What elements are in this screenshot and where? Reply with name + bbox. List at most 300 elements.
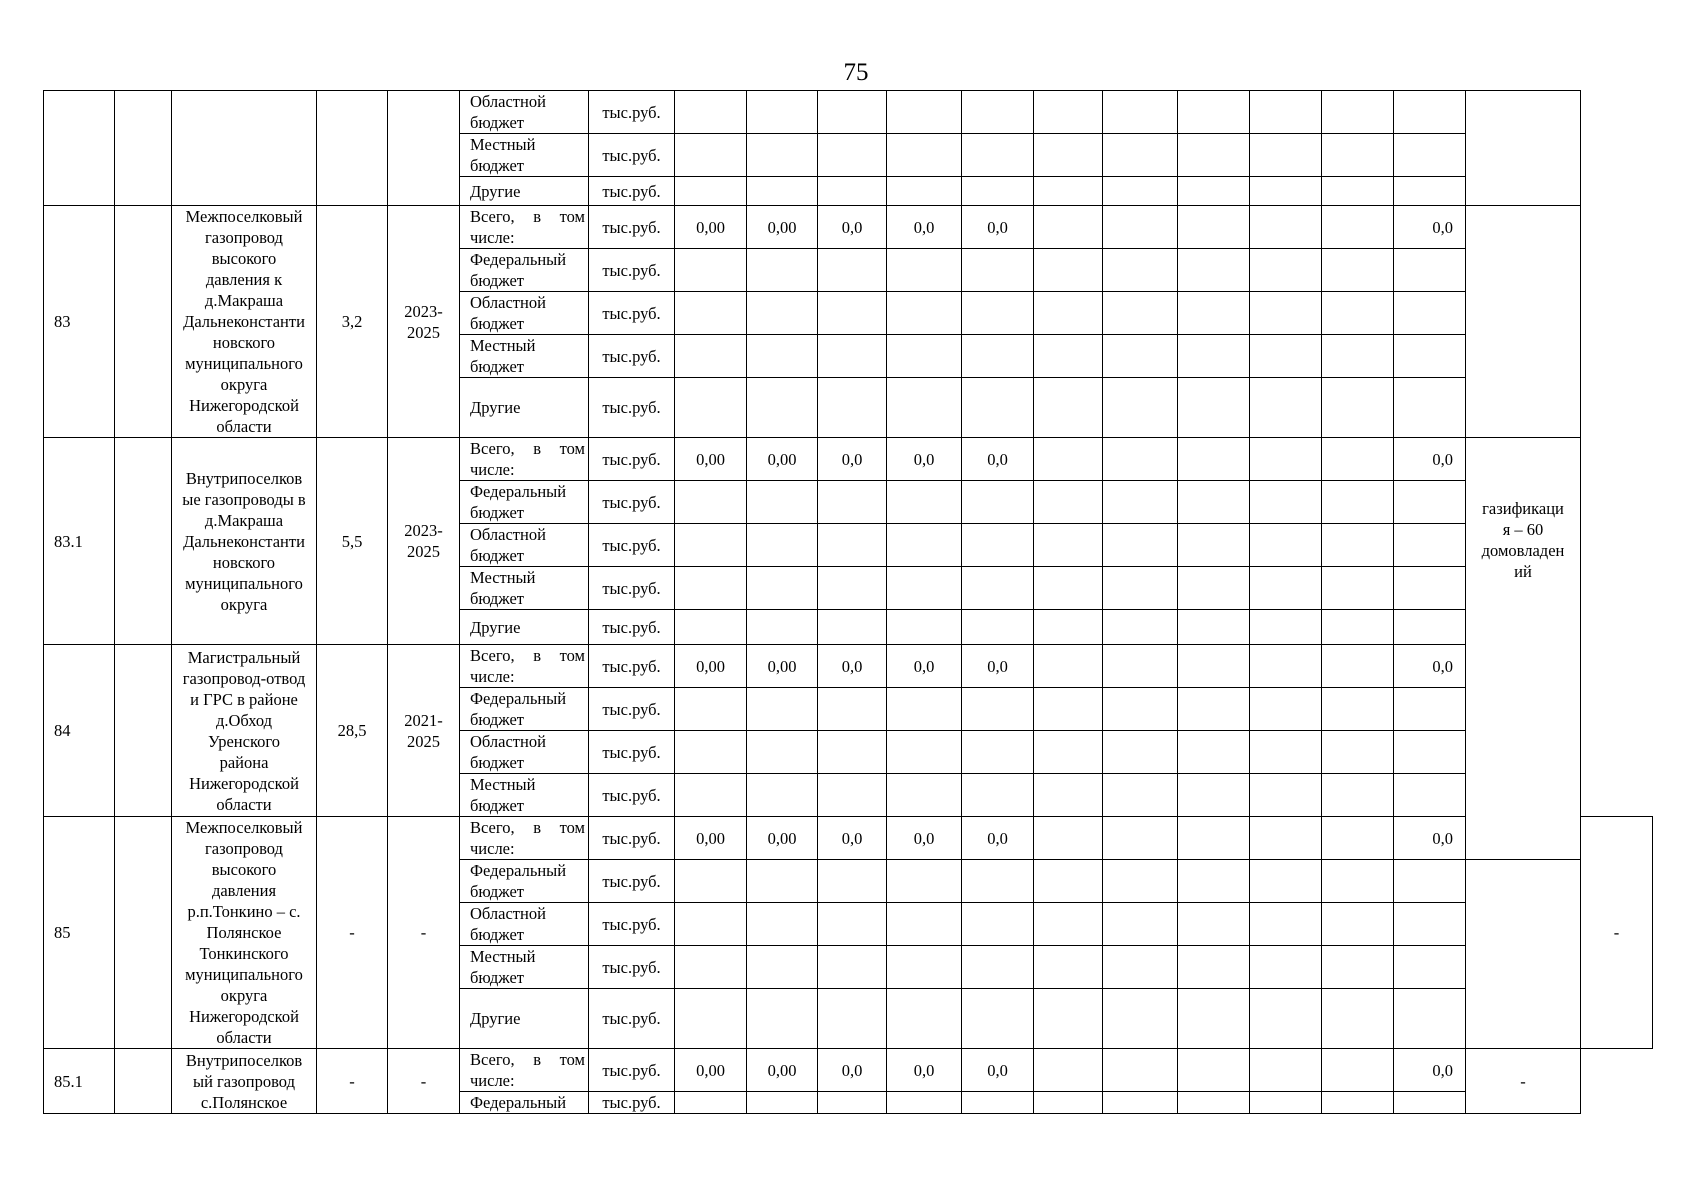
cell-empty	[818, 335, 887, 378]
cell-unit: тыс.руб.	[589, 989, 675, 1049]
table-row	[44, 206, 1653, 249]
cell-empty	[1178, 378, 1250, 438]
cell-empty	[1394, 946, 1466, 989]
cell-blank	[115, 645, 172, 817]
cell-empty	[675, 610, 747, 645]
cell-empty	[887, 91, 962, 134]
cell-empty	[675, 177, 747, 206]
cell-name: Магистральный газопровод-отвод и ГРС в районе д.Обход Уренского района Нижегородской области	[172, 645, 317, 817]
cell-empty	[887, 903, 962, 946]
cell-empty	[1250, 774, 1322, 817]
cell-empty	[1394, 903, 1466, 946]
cell-unit: тыс.руб.	[589, 1049, 675, 1092]
cell-empty	[887, 567, 962, 610]
cell-value: 0,0	[818, 438, 887, 481]
cell-value: 0,0	[962, 206, 1034, 249]
cell-empty	[1394, 989, 1466, 1049]
cell-value: 0,0	[887, 206, 962, 249]
cell-empty	[1103, 817, 1178, 860]
cell-length: 3,2	[317, 206, 388, 438]
cell-value: 0,00	[747, 645, 818, 688]
cell-empty	[1322, 91, 1394, 134]
cell-empty	[887, 731, 962, 774]
cell-empty	[747, 1092, 818, 1114]
cell-empty	[1103, 378, 1178, 438]
cell-empty	[1034, 610, 1103, 645]
cell-empty	[818, 292, 887, 335]
cell-empty	[1034, 645, 1103, 688]
cell-empty	[818, 134, 887, 177]
cell-unit: тыс.руб.	[589, 524, 675, 567]
cell-num: 83.1	[44, 438, 115, 645]
cell-empty	[675, 946, 747, 989]
cell-value: 0,0	[818, 1049, 887, 1092]
cell-empty	[1394, 860, 1466, 903]
cell-value: 0,00	[675, 206, 747, 249]
cell-empty	[675, 292, 747, 335]
cell-empty	[1178, 567, 1250, 610]
cell-empty	[1250, 567, 1322, 610]
cell-empty	[887, 481, 962, 524]
cell-name: Внутрипоселков ый газопровод с.Полянское	[172, 1049, 317, 1114]
cell-empty	[887, 1092, 962, 1114]
cell-empty	[747, 567, 818, 610]
cell-empty	[818, 1092, 887, 1114]
cell-period: 2023- 2025	[388, 206, 460, 438]
cell-value: 0,00	[747, 206, 818, 249]
cell-empty	[1178, 206, 1250, 249]
cell-empty	[1250, 1092, 1322, 1114]
cell-empty	[747, 989, 818, 1049]
cell-empty	[818, 860, 887, 903]
cell-empty	[818, 249, 887, 292]
cell-empty	[1250, 610, 1322, 645]
cell-empty	[1034, 1049, 1103, 1092]
cell-value: 0,00	[675, 1049, 747, 1092]
cell-empty	[1103, 610, 1178, 645]
cell-empty	[1178, 481, 1250, 524]
cell-unit: тыс.руб.	[589, 438, 675, 481]
cell-empty	[1322, 903, 1394, 946]
table-row	[44, 817, 1653, 860]
cell-empty	[675, 481, 747, 524]
cell-empty	[1250, 524, 1322, 567]
cell-empty	[747, 91, 818, 134]
cell-empty	[1103, 91, 1178, 134]
cell-empty	[1034, 567, 1103, 610]
cell-empty	[1103, 438, 1178, 481]
cell-empty	[887, 249, 962, 292]
cell-empty	[1322, 177, 1394, 206]
cell-empty	[887, 335, 962, 378]
cell-empty	[1034, 438, 1103, 481]
cell-empty	[1322, 1092, 1394, 1114]
cell-empty	[747, 335, 818, 378]
cell-source: Федеральный бюджет	[460, 860, 589, 903]
cell-empty	[1250, 206, 1322, 249]
cell-empty	[1322, 335, 1394, 378]
cell-empty	[962, 903, 1034, 946]
budget-table	[43, 90, 1653, 1114]
cell-empty	[1178, 1049, 1250, 1092]
cell-unit: тыс.руб.	[589, 335, 675, 378]
cell-empty	[1034, 91, 1103, 134]
cell-empty	[887, 610, 962, 645]
cell-blank	[115, 438, 172, 645]
cell-empty	[1394, 731, 1466, 774]
cell-total: 0,0	[1394, 645, 1466, 688]
cell-empty	[887, 774, 962, 817]
cell-empty	[1034, 292, 1103, 335]
cell-total: 0,0	[1394, 1049, 1466, 1092]
cell-empty	[818, 946, 887, 989]
cell-value: 0,00	[675, 817, 747, 860]
cell-empty	[1322, 481, 1394, 524]
cell-empty	[962, 524, 1034, 567]
cell-empty	[1103, 1092, 1178, 1114]
cell-empty	[1394, 91, 1466, 134]
cell-empty	[1103, 860, 1178, 903]
cell-empty	[818, 177, 887, 206]
cell-source-total: Всего, в том числе:	[460, 206, 589, 249]
cell-empty	[962, 860, 1034, 903]
cell-name: Внутрипоселков ые газопроводы в д.Макраша Дальнеконстанти новского муниципального округа	[172, 438, 317, 645]
cell-name: Межпоселковый газопровод высокого давления к д.Макраша Дальнеконстанти новского муниципального округа Нижегородской области	[172, 206, 317, 438]
cell-value: 0,0	[818, 645, 887, 688]
cell-empty	[962, 91, 1034, 134]
table-row	[44, 91, 1653, 134]
cell-unit: тыс.руб.	[589, 774, 675, 817]
cell-empty	[887, 378, 962, 438]
cell-num	[44, 91, 115, 206]
cell-empty	[1250, 817, 1322, 860]
cell-empty	[1322, 860, 1394, 903]
cell-empty	[962, 946, 1034, 989]
cell-empty	[1178, 774, 1250, 817]
cell-value: 0,0	[962, 817, 1034, 860]
cell-empty	[747, 774, 818, 817]
cell-value: 0,0	[887, 1049, 962, 1092]
cell-source-total: Всего, в том числе:	[460, 438, 589, 481]
cell-empty	[1103, 645, 1178, 688]
cell-value: 0,0	[962, 645, 1034, 688]
cell-unit: тыс.руб.	[589, 860, 675, 903]
cell-empty	[1034, 989, 1103, 1049]
cell-empty	[1322, 206, 1394, 249]
cell-unit: тыс.руб.	[589, 134, 675, 177]
cell-source: Федеральный бюджет	[460, 688, 589, 731]
cell-empty	[1034, 946, 1103, 989]
cell-empty	[887, 688, 962, 731]
cell-empty	[675, 774, 747, 817]
cell-empty	[1322, 946, 1394, 989]
cell-empty	[1034, 378, 1103, 438]
cell-empty	[1322, 378, 1394, 438]
cell-source: Федеральный	[460, 1092, 589, 1114]
cell-empty	[1034, 134, 1103, 177]
cell-empty	[887, 860, 962, 903]
cell-empty	[1178, 903, 1250, 946]
cell-total: 0,0	[1394, 206, 1466, 249]
cell-empty	[1178, 1092, 1250, 1114]
cell-empty	[1103, 1049, 1178, 1092]
cell-empty	[962, 249, 1034, 292]
cell-empty	[1322, 989, 1394, 1049]
cell-empty	[1178, 817, 1250, 860]
cell-empty	[1250, 134, 1322, 177]
cell-empty	[1322, 567, 1394, 610]
cell-num: 85.1	[44, 1049, 115, 1114]
cell-source: Областной бюджет	[460, 524, 589, 567]
cell-empty	[962, 1092, 1034, 1114]
cell-result	[1466, 91, 1581, 206]
cell-empty	[962, 610, 1034, 645]
cell-empty	[818, 91, 887, 134]
cell-unit: тыс.руб.	[589, 731, 675, 774]
cell-empty	[818, 524, 887, 567]
cell-empty	[747, 378, 818, 438]
cell-empty	[1034, 817, 1103, 860]
cell-unit: тыс.руб.	[589, 903, 675, 946]
cell-num: 84	[44, 645, 115, 817]
cell-empty	[1322, 817, 1394, 860]
cell-value: 0,0	[962, 438, 1034, 481]
cell-empty	[1394, 688, 1466, 731]
cell-result: -	[1581, 817, 1653, 1049]
cell-empty	[962, 134, 1034, 177]
cell-empty	[1394, 177, 1466, 206]
cell-unit: тыс.руб.	[589, 645, 675, 688]
cell-empty	[962, 989, 1034, 1049]
cell-empty	[1103, 688, 1178, 731]
cell-empty	[818, 688, 887, 731]
cell-empty	[1250, 989, 1322, 1049]
cell-empty	[962, 335, 1034, 378]
cell-empty	[1103, 567, 1178, 610]
cell-source: Местный бюджет	[460, 335, 589, 378]
cell-empty	[675, 989, 747, 1049]
cell-empty	[887, 177, 962, 206]
cell-empty	[747, 481, 818, 524]
cell-source: Местный бюджет	[460, 134, 589, 177]
cell-empty	[962, 378, 1034, 438]
cell-empty	[1034, 860, 1103, 903]
cell-value: 0,00	[747, 1049, 818, 1092]
cell-empty	[1250, 292, 1322, 335]
cell-empty	[675, 567, 747, 610]
cell-length: 5,5	[317, 438, 388, 645]
cell-empty	[1178, 292, 1250, 335]
cell-period: -	[388, 817, 460, 1049]
cell-empty	[1394, 335, 1466, 378]
cell-empty	[818, 378, 887, 438]
cell-empty	[887, 524, 962, 567]
cell-result	[1466, 206, 1581, 438]
cell-source-total: Всего, в том числе:	[460, 1049, 589, 1092]
cell-empty	[1322, 524, 1394, 567]
cell-empty	[1103, 946, 1178, 989]
table-row	[44, 1049, 1653, 1092]
cell-result: газификаци я – 60 домовладен ий	[1466, 438, 1581, 860]
cell-empty	[1034, 335, 1103, 378]
cell-empty	[1103, 292, 1178, 335]
cell-empty	[1322, 438, 1394, 481]
cell-blank	[115, 817, 172, 1049]
cell-unit: тыс.руб.	[589, 817, 675, 860]
cell-source-total: Всего, в том числе:	[460, 817, 589, 860]
cell-blank	[115, 206, 172, 438]
cell-empty	[818, 989, 887, 1049]
cell-empty	[887, 292, 962, 335]
cell-empty	[1322, 134, 1394, 177]
cell-empty	[1178, 524, 1250, 567]
page-number: 75	[843, 59, 869, 86]
cell-empty	[1250, 249, 1322, 292]
cell-empty	[1103, 177, 1178, 206]
cell-empty	[1322, 731, 1394, 774]
cell-empty	[1250, 1049, 1322, 1092]
cell-value: 0,00	[675, 645, 747, 688]
cell-empty	[1178, 335, 1250, 378]
cell-empty	[1103, 774, 1178, 817]
cell-length: -	[317, 817, 388, 1049]
cell-empty	[1394, 774, 1466, 817]
cell-result: -	[1466, 1049, 1581, 1114]
cell-source: Областной бюджет	[460, 91, 589, 134]
budget-table-wrapper	[43, 90, 1653, 1114]
cell-unit: тыс.руб.	[589, 610, 675, 645]
cell-empty	[675, 860, 747, 903]
cell-empty	[818, 610, 887, 645]
cell-length: -	[317, 1049, 388, 1114]
cell-empty	[675, 1092, 747, 1114]
cell-unit: тыс.руб.	[589, 567, 675, 610]
cell-period: 2023- 2025	[388, 438, 460, 645]
cell-empty	[1034, 481, 1103, 524]
cell-empty	[962, 731, 1034, 774]
cell-empty	[1250, 177, 1322, 206]
cell-name	[172, 91, 317, 206]
cell-empty	[675, 524, 747, 567]
cell-unit: тыс.руб.	[589, 688, 675, 731]
cell-empty	[1322, 774, 1394, 817]
cell-empty	[747, 134, 818, 177]
cell-unit: тыс.руб.	[589, 249, 675, 292]
cell-empty	[1178, 249, 1250, 292]
cell-unit: тыс.руб.	[589, 91, 675, 134]
cell-value: 0,0	[887, 645, 962, 688]
cell-period: -	[388, 1049, 460, 1114]
cell-empty	[747, 524, 818, 567]
cell-empty	[1178, 645, 1250, 688]
cell-empty	[1103, 134, 1178, 177]
cell-value: 0,0	[818, 817, 887, 860]
cell-empty	[747, 610, 818, 645]
cell-source: Местный бюджет	[460, 946, 589, 989]
cell-empty	[1394, 249, 1466, 292]
cell-empty	[747, 860, 818, 903]
cell-value: 0,0	[962, 1049, 1034, 1092]
cell-empty	[1394, 1092, 1466, 1114]
cell-source: Областной бюджет	[460, 731, 589, 774]
cell-empty	[1178, 946, 1250, 989]
cell-empty	[818, 903, 887, 946]
cell-empty	[1250, 946, 1322, 989]
cell-empty	[1034, 206, 1103, 249]
cell-empty	[1034, 524, 1103, 567]
cell-value: 0,0	[887, 817, 962, 860]
cell-empty	[887, 989, 962, 1049]
cell-empty	[818, 774, 887, 817]
cell-empty	[962, 292, 1034, 335]
cell-source: Федеральный бюджет	[460, 481, 589, 524]
cell-empty	[1250, 903, 1322, 946]
cell-empty	[1103, 206, 1178, 249]
cell-empty	[747, 292, 818, 335]
cell-empty	[675, 688, 747, 731]
cell-empty	[1034, 249, 1103, 292]
cell-empty	[1178, 688, 1250, 731]
cell-empty	[675, 335, 747, 378]
cell-empty	[1250, 378, 1322, 438]
cell-source: Местный бюджет	[460, 567, 589, 610]
cell-empty	[1394, 481, 1466, 524]
cell-blank	[115, 91, 172, 206]
cell-source-total: Всего, в том числе:	[460, 645, 589, 688]
cell-value: 0,0	[887, 438, 962, 481]
cell-empty	[962, 688, 1034, 731]
cell-empty	[1394, 567, 1466, 610]
cell-empty	[1322, 645, 1394, 688]
cell-blank	[115, 1049, 172, 1114]
cell-empty	[1250, 860, 1322, 903]
cell-empty	[818, 731, 887, 774]
cell-unit: тыс.руб.	[589, 481, 675, 524]
cell-empty	[747, 731, 818, 774]
cell-empty	[675, 731, 747, 774]
cell-source: Федеральный бюджет	[460, 249, 589, 292]
cell-empty	[1250, 481, 1322, 524]
cell-empty	[1034, 774, 1103, 817]
cell-empty	[1178, 177, 1250, 206]
cell-source: Другие	[460, 177, 589, 206]
cell-empty	[1034, 1092, 1103, 1114]
cell-empty	[1103, 249, 1178, 292]
cell-empty	[1103, 989, 1178, 1049]
cell-empty	[675, 903, 747, 946]
cell-empty	[1178, 731, 1250, 774]
cell-empty	[747, 177, 818, 206]
cell-empty	[1394, 610, 1466, 645]
cell-empty	[1250, 335, 1322, 378]
cell-num: 85	[44, 817, 115, 1049]
cell-empty	[1322, 292, 1394, 335]
cell-total: 0,0	[1394, 817, 1466, 860]
cell-empty	[1178, 860, 1250, 903]
cell-value: 0,00	[747, 438, 818, 481]
cell-empty	[962, 177, 1034, 206]
cell-name: Межпоселковый газопровод высокого давления р.п.Тонкино – с. Полянское Тонкинского муниципального округа Нижегородской области	[172, 817, 317, 1049]
cell-empty	[1103, 903, 1178, 946]
cell-empty	[1178, 438, 1250, 481]
cell-source: Другие	[460, 378, 589, 438]
cell-empty	[1034, 177, 1103, 206]
cell-period	[388, 91, 460, 206]
cell-source: Областной бюджет	[460, 292, 589, 335]
cell-empty	[1103, 731, 1178, 774]
cell-empty	[1322, 688, 1394, 731]
cell-length: 28,5	[317, 645, 388, 817]
